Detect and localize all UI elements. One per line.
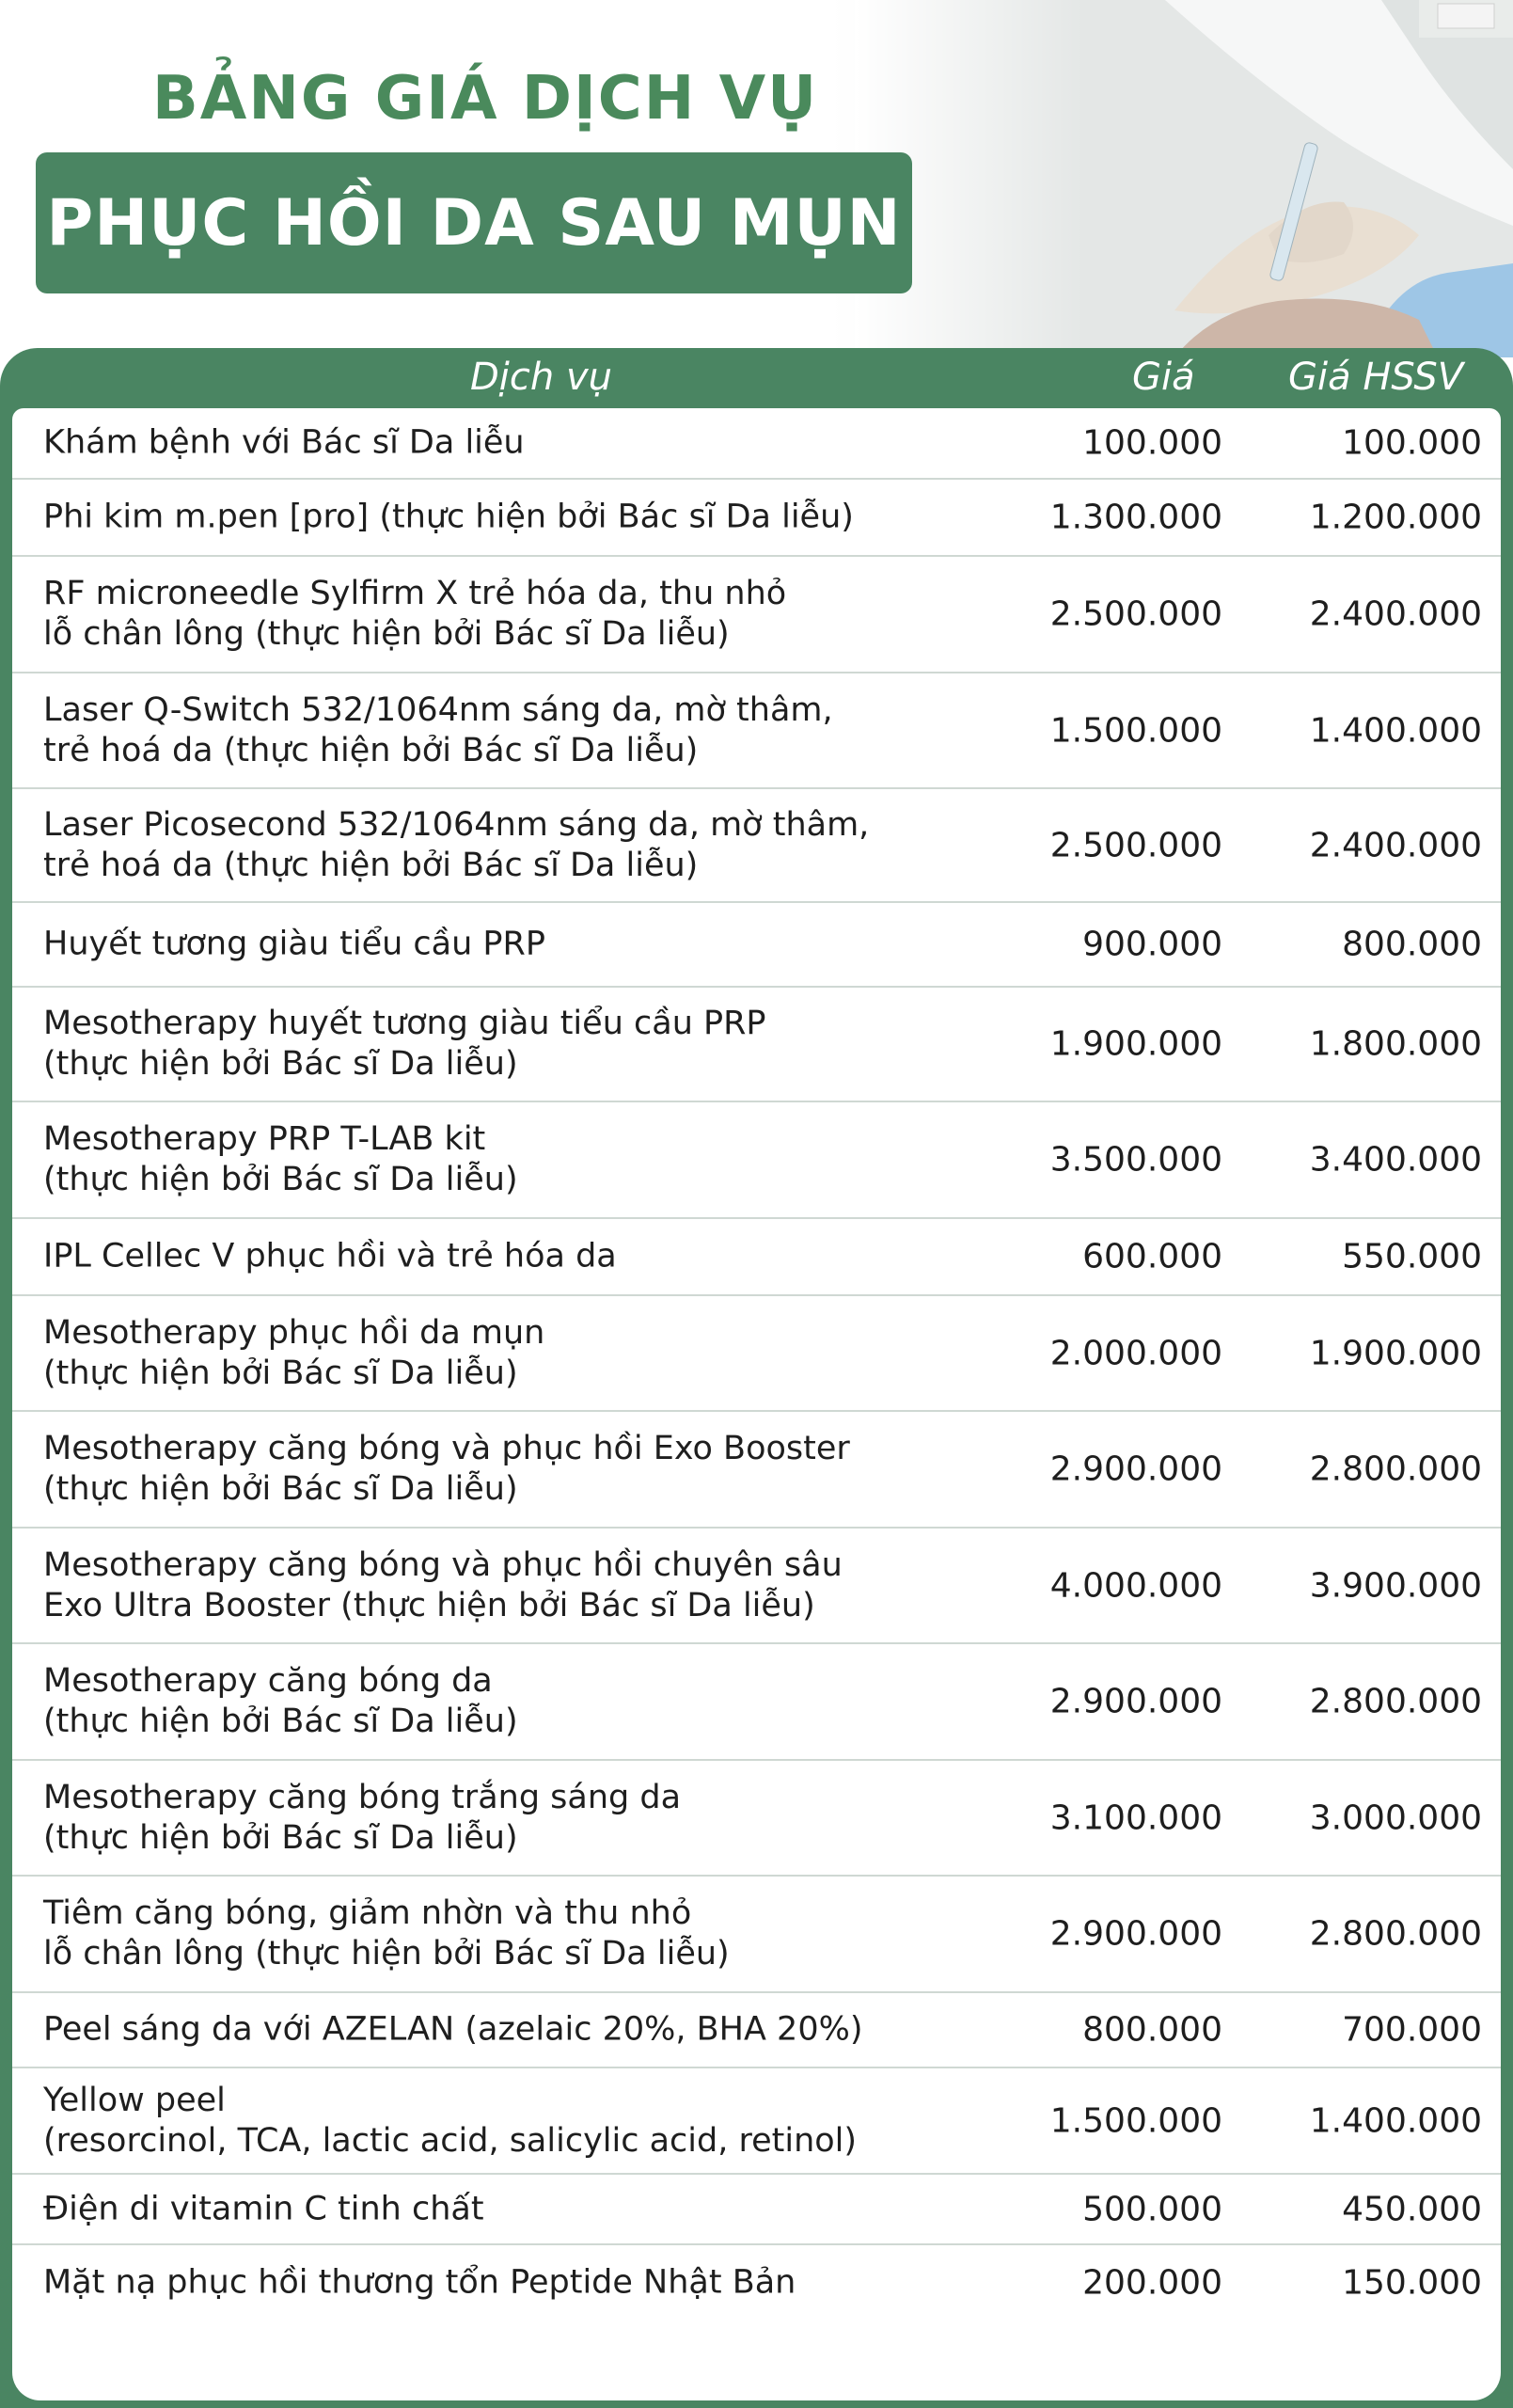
service-name: Laser Picosecond 532/1064nm sáng da, mờ thâm, trẻ hoá da (thực hiện bởi Bác sĩ Da liễu)	[43, 805, 870, 884]
price-value: 500.000	[1082, 2190, 1222, 2228]
table-row	[12, 789, 1501, 903]
student-price-value: 3.900.000	[1309, 1566, 1482, 1605]
table-row	[12, 1761, 1501, 1877]
doctor-injection-photo	[855, 0, 1513, 357]
student-price-value: 700.000	[1342, 2010, 1482, 2050]
service-name: Mesotherapy PRP T-LAB kit (thực hiện bởi Bác sĩ Da liễu)	[43, 1120, 518, 1198]
table-row	[12, 2068, 1501, 2175]
student-price-value: 2.400.000	[1309, 594, 1482, 634]
table-header	[0, 348, 1513, 408]
price-value: 2.900.000	[1049, 1682, 1222, 1721]
student-price-value: 800.000	[1342, 925, 1482, 964]
price-value: 1.300.000	[1049, 498, 1222, 537]
price-value: 2.500.000	[1049, 594, 1222, 634]
price-value: 3.500.000	[1049, 1140, 1222, 1180]
student-price-value: 450.000	[1342, 2190, 1482, 2228]
student-price-value: 100.000	[1342, 423, 1482, 463]
price-value: 2.000.000	[1049, 1334, 1222, 1372]
service-name: Mesotherapy căng bóng trắng sáng da (thực hiện bởi Bác sĩ Da liễu)	[43, 1778, 682, 1857]
student-price-value: 2.800.000	[1309, 1914, 1482, 1954]
student-price-value: 3.000.000	[1309, 1798, 1482, 1837]
student-price-value: 3.400.000	[1309, 1140, 1482, 1180]
service-name: Mesotherapy căng bóng và phục hồi Exo Booster (thực hiện bởi Bác sĩ Da liễu)	[43, 1430, 850, 1508]
table-row	[12, 673, 1501, 789]
student-price-value: 1.400.000	[1309, 2101, 1482, 2140]
service-name: Khám bệnh với Bác sĩ Da liễu	[43, 423, 525, 462]
table-row	[12, 1529, 1501, 1644]
service-name: Huyết tương giàu tiểu cầu PRP	[43, 925, 545, 963]
column-header-price: Giá	[1132, 356, 1195, 399]
price-value: 900.000	[1082, 925, 1222, 964]
price-list-heading: BẢNG GIÁ DỊCH VỤ	[152, 64, 819, 134]
price-value: 800.000	[1082, 2010, 1222, 2050]
table-row	[12, 2175, 1501, 2245]
price-table	[0, 348, 1513, 2408]
service-name: Phi kim m.pen [pro] (thực hiện bởi Bác sĩ Da liễu)	[43, 498, 854, 536]
service-name: Peel sáng da với AZELAN (azelaic 20%, BHA 20%)	[43, 2010, 863, 2049]
price-value: 2.900.000	[1049, 1450, 1222, 1489]
price-value: 3.100.000	[1049, 1798, 1222, 1837]
price-value: 100.000	[1082, 423, 1222, 463]
price-value: 4.000.000	[1049, 1566, 1222, 1605]
student-price-value: 550.000	[1342, 1237, 1482, 1276]
price-value: 200.000	[1082, 2263, 1222, 2303]
service-name: Mesotherapy căng bóng và phục hồi chuyên sâu Exo Ultra Booster (thực hiện bởi Bác sĩ Da liễu)	[43, 1545, 843, 1624]
table-row	[12, 903, 1501, 988]
table-row	[12, 408, 1501, 480]
price-value: 600.000	[1082, 1237, 1222, 1276]
student-price-value: 2.800.000	[1309, 1450, 1482, 1489]
student-price-value: 1.900.000	[1309, 1334, 1482, 1372]
service-category-title: PHỤC HỒI DA SAU MỤN	[46, 185, 902, 261]
table-row	[12, 1219, 1501, 1296]
student-price-value: 1.400.000	[1309, 711, 1482, 750]
table-row	[12, 988, 1501, 1102]
price-value: 1.900.000	[1049, 1024, 1222, 1064]
table-row	[12, 557, 1501, 673]
table-row	[12, 1412, 1501, 1529]
table-row	[12, 1993, 1501, 2068]
column-header-student-price: Giá HSSV	[1288, 356, 1464, 399]
price-value: 2.500.000	[1049, 826, 1222, 864]
service-name: Điện di vitamin C tinh chất	[43, 2190, 484, 2227]
table-body	[12, 408, 1501, 2400]
student-price-value: 1.200.000	[1309, 498, 1482, 537]
table-row	[12, 2245, 1501, 2321]
service-name: IPL Cellec V phục hồi và trẻ hóa da	[43, 1237, 617, 1275]
price-value: 1.500.000	[1049, 2101, 1222, 2140]
service-name: Mesotherapy căng bóng da (thực hiện bởi Bác sĩ Da liễu)	[43, 1662, 518, 1740]
service-name: Mesotherapy phục hồi da mụn (thực hiện bởi Bác sĩ Da liễu)	[43, 1313, 545, 1392]
price-value: 1.500.000	[1049, 711, 1222, 750]
table-row	[12, 1296, 1501, 1412]
column-header-service: Dịch vụ	[470, 356, 612, 399]
service-name: Tiêm căng bóng, giảm nhờn và thu nhỏ lỗ chân lông (thực hiện bởi Bác sĩ Da liễu)	[43, 1894, 730, 1972]
table-row	[12, 1102, 1501, 1219]
price-value: 2.900.000	[1049, 1914, 1222, 1954]
student-price-value: 150.000	[1342, 2263, 1482, 2303]
service-name: Mặt nạ phục hồi thương tổn Peptide Nhật Bản	[43, 2263, 796, 2302]
table-row	[12, 480, 1501, 557]
student-price-value: 1.800.000	[1309, 1024, 1482, 1064]
service-name: Mesotherapy huyết tương giàu tiểu cầu PRP (thực hiện bởi Bác sĩ Da liễu)	[43, 1005, 766, 1083]
hero-banner	[0, 0, 1513, 357]
service-name: Yellow peel (resorcinol, TCA, lactic acid, salicylic acid, retinol)	[43, 2081, 858, 2160]
service-category-banner	[36, 152, 912, 293]
student-price-value: 2.800.000	[1309, 1682, 1482, 1721]
service-name: RF microneedle Sylfirm X trẻ hóa da, thu nhỏ lỗ chân lông (thực hiện bởi Bác sĩ Da liễu)	[43, 575, 787, 653]
student-price-value: 2.400.000	[1309, 826, 1482, 864]
table-row	[12, 1877, 1501, 1993]
service-name: Laser Q-Switch 532/1064nm sáng da, mờ thâm, trẻ hoá da (thực hiện bởi Bác sĩ Da liễu)	[43, 690, 833, 769]
table-row	[12, 1644, 1501, 1761]
